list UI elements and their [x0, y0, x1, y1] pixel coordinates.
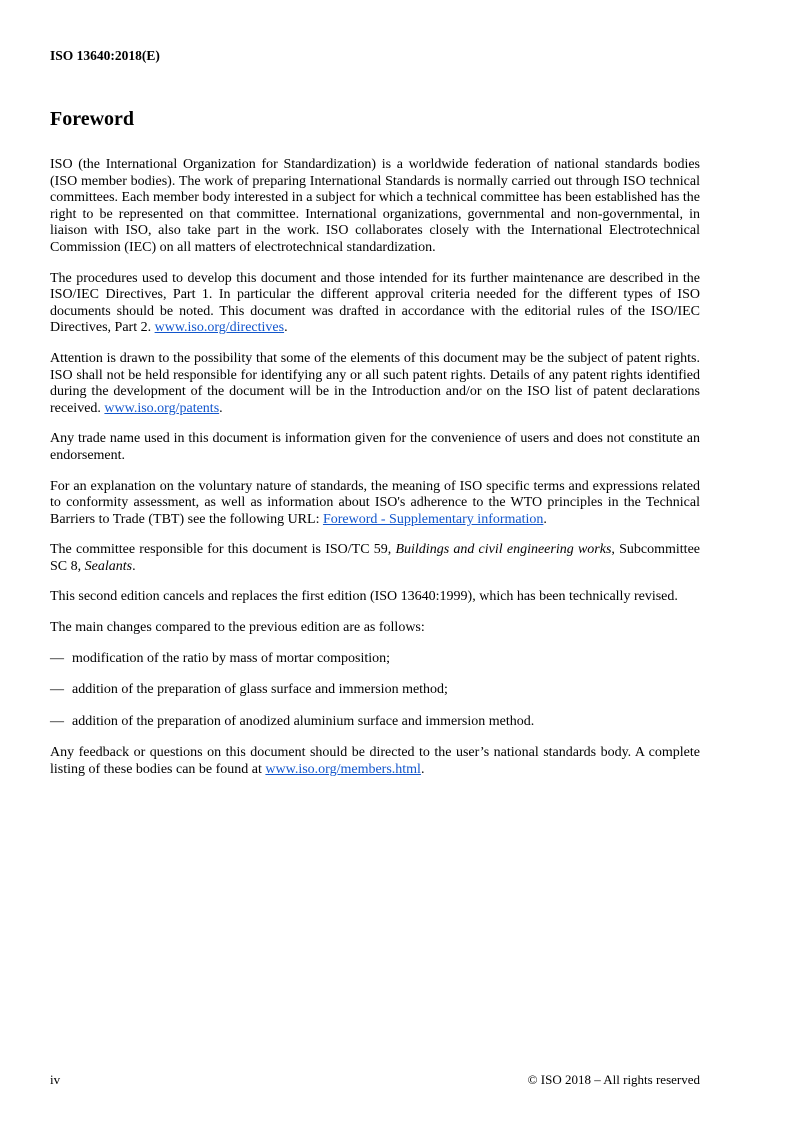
paragraph-wto-tbt-text: For an explanation on the voluntary nature of standards, the meaning of ISO specific terms and expressions related to conformity assessment, as well as information about ISO's adherence to the WTO principles in the Technical Barriers to Trade (TBT) see the following URL:	[50, 478, 700, 527]
directives-link[interactable]: www.iso.org/directives	[154, 320, 285, 336]
patents-link[interactable]: www.iso.org/patents	[104, 400, 220, 416]
change-list-item-text: addition of the preparation of glass surface and immersion method;	[72, 682, 448, 698]
change-list-item-text: modification of the ratio by mass of mortar composition;	[72, 650, 391, 666]
change-list-item	[50, 682, 700, 699]
paragraph-second-edition: This second edition cancels and replaces the first edition (ISO 13640:1999), which has been technically revised.	[50, 589, 678, 605]
paragraph-trade-name: Any trade name used in this document is information given for the convenience of users and does not constitute an endorsement.	[50, 431, 700, 463]
committee-name-italic: Buildings and civil engineering works	[395, 542, 612, 558]
subcommittee-name-italic: Sealants	[84, 558, 133, 574]
change-list-item-text: addition of the preparation of anodized aluminium surface and immersion method.	[72, 713, 535, 729]
paragraph-wto-tbt	[50, 479, 700, 529]
paragraph-patent-rights-period: .	[219, 400, 223, 416]
em-dash-bullet: —	[50, 650, 64, 666]
supplementary-information-link[interactable]: Foreword - Supplementary information	[322, 511, 544, 527]
members-link[interactable]: www.iso.org/members.html	[265, 762, 421, 778]
document-reference: ISO 13640:2018(E)	[50, 48, 160, 63]
change-list-item	[50, 651, 700, 668]
paragraph-patent-rights-text: Attention is drawn to the possibility that some of the elements of this document may be the subject of patent rights. ISO shall not be held responsible for identifying any or all such patent rights. Details of any patent rights identified during the development of the document will be in the Introduction and/or on the ISO list of patent declarations received.	[50, 350, 700, 416]
em-dash-bullet: —	[50, 713, 64, 729]
paragraph-patent-rights	[50, 351, 700, 417]
paragraph-wto-tbt-period: .	[543, 511, 547, 527]
paragraph-iso-federation: ISO (the International Organization for Standardization) is a worldwide federation of national standards bodies (ISO member bodies). The work of preparing International Standards is normally carried out through ISO technical committees. Each member body interested in a subject for which a technical committee has been established has the right to be represented on that committee. International organizations, governmental and non-governmental, in liaison with ISO, also take part in the work. ISO collaborates closely with the International Electrotechnical Commission (IEC) on all matters of electrotechnical standardization.	[50, 157, 700, 255]
em-dash-bullet: —	[50, 682, 64, 698]
paragraph-feedback-period: .	[420, 762, 425, 778]
page-footer	[50, 1072, 700, 1088]
paragraph-committee	[50, 542, 700, 575]
paragraph-procedures-period: .	[284, 320, 288, 336]
paragraph-feedback-text: Any feedback or questions on this document should be directed to the user’s national standards body. A complete listing of these bodies can be found at	[50, 745, 700, 778]
paragraph-committee-text-1: The committee responsible for this document is ISO/TC 59,	[50, 542, 396, 558]
change-list-item	[50, 714, 700, 731]
page-number: iv	[50, 1072, 61, 1087]
paragraph-feedback	[50, 745, 700, 778]
paragraph-procedures	[50, 271, 700, 337]
paragraph-procedures-text: The procedures used to develop this document and those intended for its further maintenance are described in the ISO/IEC Directives, Part 1. In particular the different approval criteria needed for the different types of ISO documents should be noted. This document was drafted in accordance with the editorial rules of the ISO/IEC Directives, Part 2.	[50, 270, 700, 336]
paragraph-committee-period: .	[132, 558, 136, 574]
copyright-notice: © ISO 2018 – All rights reserved	[527, 1072, 700, 1087]
section-title-foreword: Foreword	[50, 108, 135, 130]
paragraph-main-changes-intro: The main changes compared to the previous edition are as follows:	[50, 620, 425, 636]
paragraph-committee-text-2: , Subcommittee SC 8,	[50, 542, 700, 574]
